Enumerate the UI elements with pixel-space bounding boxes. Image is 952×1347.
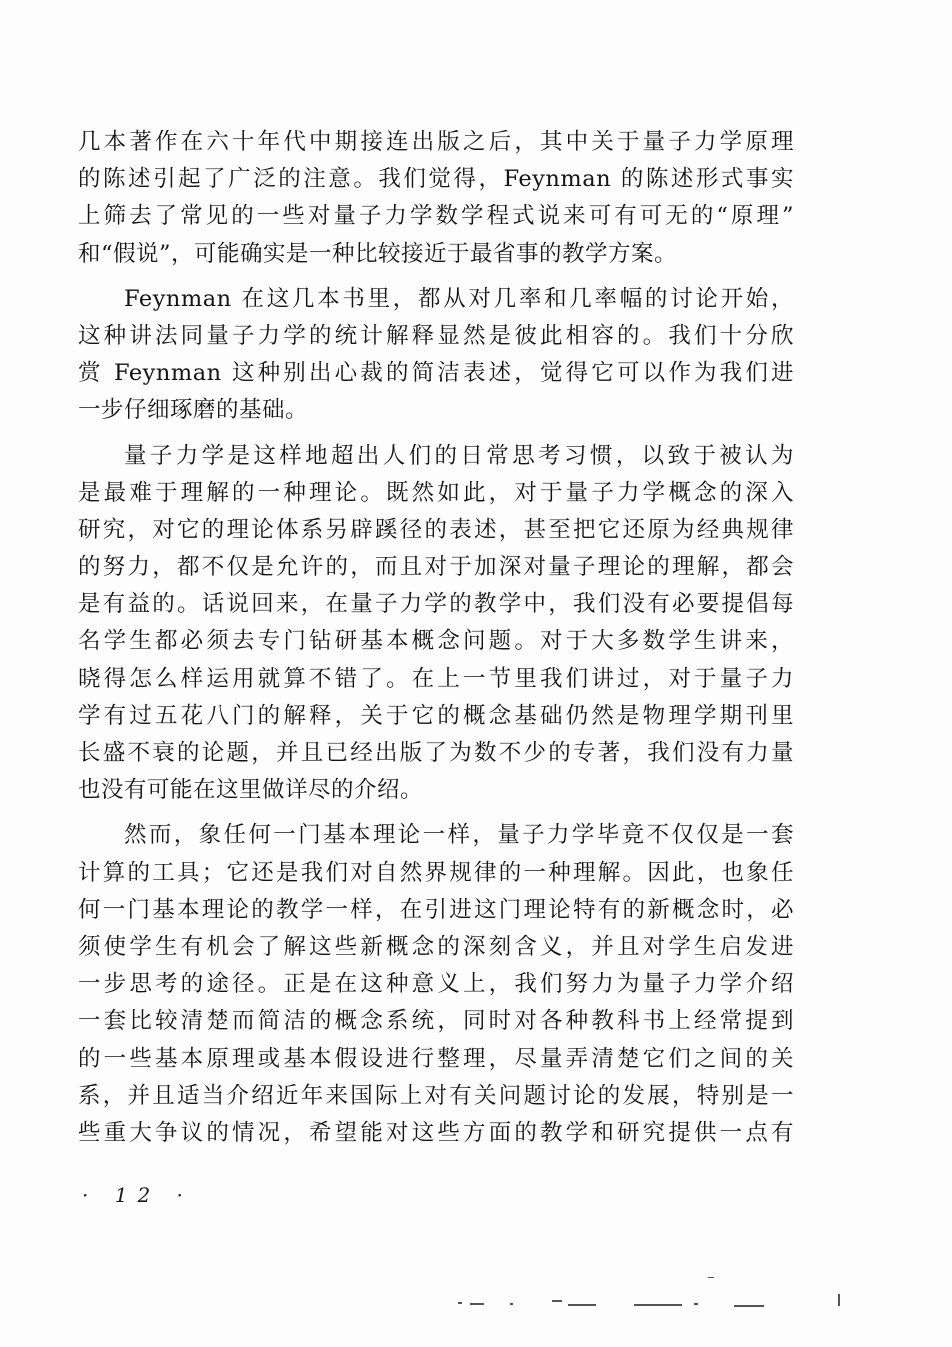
text-line: 几本著作在六十年代中期接连出版之后，其中关于量子力学原理	[78, 129, 794, 155]
paragraph	[78, 124, 794, 273]
paragraph	[78, 817, 794, 1152]
text-line: 这种讲法同量子力学的统计解释显然是彼此相容的。我们十分欣	[78, 322, 794, 349]
text-line: 的努力，都不仅是允许的，而且对于加深对量子理论的理解，都会	[78, 554, 794, 581]
text-line: 研究，对它的理论体系另辟蹊径的表述，甚至把它还原为经典规律	[78, 516, 794, 543]
text-line: 的陈述引起了广泛的注意。我们觉得，Feynman 的陈述形式事实	[78, 166, 794, 193]
text-line: 的一些基本原理或基本假设进行整理，尽量弄清楚它们之间的关	[78, 1045, 794, 1072]
text-line: 赏 Feynman 这种别出心裁的简洁表述，觉得它可以作为我们进	[78, 360, 794, 387]
text-line: 然而，象任何一门基本理论一样，量子力学毕竟不仅仅是一套	[124, 822, 794, 849]
text-line: Feynman 在这几本书里，都从对几率和几率幅的讨论开始，	[124, 285, 794, 312]
text-line: 一套比较清楚而简洁的概念系统，同时对各种教科书上经常提到	[78, 1008, 794, 1035]
page-number: · 12 ·	[82, 1183, 193, 1207]
text-line: 须使学生有机会了解这些新概念的深刻含义，并且对学生启发进	[78, 933, 794, 960]
text-line: 计算的工具；它还是我们对自然界规律的一种理解。因此，也象任	[78, 859, 794, 886]
body-text	[78, 124, 794, 1160]
text-line: 何一门基本理论的教学一样，在引进这门理论特有的新概念时，必	[78, 896, 794, 923]
text-line: 些重大争议的情况，希望能对这些方面的教学和研究提供一点有	[78, 1119, 794, 1146]
text-line: 系，并且适当介绍近年来国际上对有关问题讨论的发展，特别是一	[78, 1082, 794, 1109]
text-line: 长盛不衰的论题，并且已经出版了为数不少的专著，我们没有力量	[78, 740, 794, 766]
paragraph	[78, 438, 794, 810]
text-line: 名学生都必须去专门钻研基本概念问题。对于大多数学生讲来，	[78, 628, 794, 655]
text-line: 一步仔细琢磨的基础。	[78, 397, 309, 424]
text-line: 是有益的。话说回来，在量子力学的教学中，我们没有必要提倡每	[78, 591, 794, 618]
text-line: 量子力学是这样地超出人们的日常思考习惯，以致于被认为	[124, 442, 794, 469]
text-line: 一步思考的途径。正是在这种意义上，我们努力为量子力学介绍	[78, 971, 794, 998]
text-line: 是最难于理解的一种理论。既然如此，对于量子力学概念的深入	[78, 479, 794, 506]
text-line: 学有过五花八门的解释，关于它的概念基础仍然是物理学期刊里	[78, 702, 794, 729]
text-line: 晓得怎么样运用就算不错了。在上一节里我们讲过，对于量子力	[78, 665, 794, 692]
text-line: 也没有可能在这里做详尽的介绍。	[78, 777, 424, 804]
text-line: 和“假说”，可能确实是一种比较接近于最省事的教学方案。	[78, 240, 678, 267]
paragraph	[78, 281, 794, 430]
scan-noise-marks	[0, 1260, 952, 1320]
text-line: 上筛去了常见的一些对量子力学数学程式说来可有可无的“原理”	[78, 203, 794, 230]
